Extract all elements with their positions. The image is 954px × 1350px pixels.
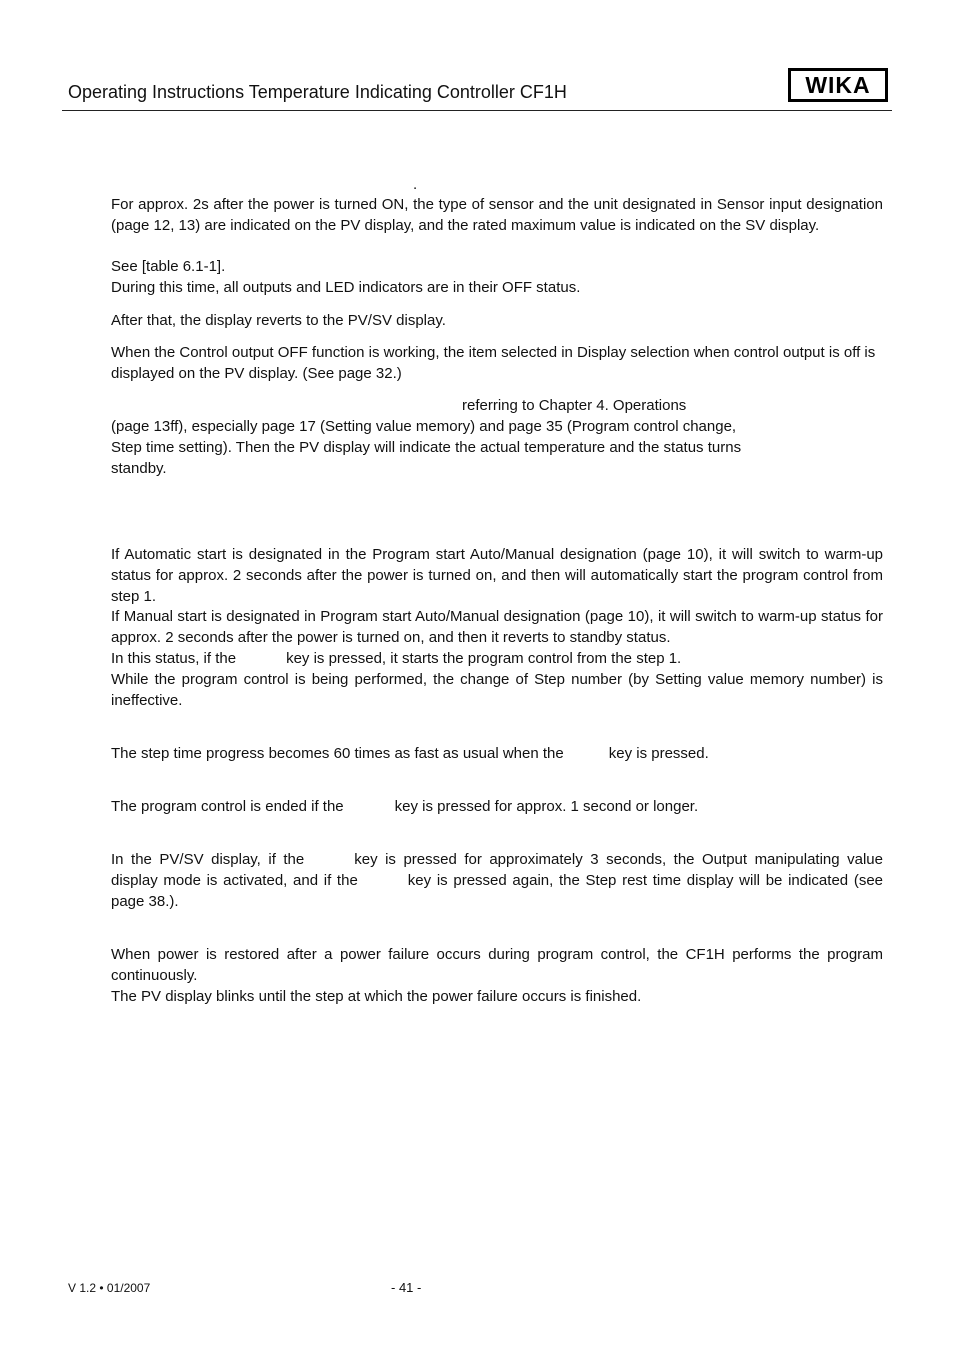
document-title: Operating Instructions Temperature Indicating Controller CF1H (68, 82, 567, 102)
paragraph-pv-blinks: The PV display blinks until the step at which the power failure occurs is finished. (111, 988, 642, 1005)
paragraph-automatic-start: If Automatic start is designated in the Program start Auto/Manual designation (page 10), it will switch to warm-up status for approx. 2 seconds after the power is turned on, and then will automatically start the program control from step 1. (111, 546, 883, 605)
text-segment: In the PV/SV display, if the (111, 851, 305, 868)
paragraph-program-end (111, 797, 883, 818)
paragraph-outputs-off: During this time, all outputs and LED indicators are in their OFF status. (111, 279, 581, 296)
text-segment: The program control is ended if the (111, 798, 344, 815)
paragraph-start-key (111, 649, 883, 670)
text-segment: key is pressed again, the Step rest time display will be indicated (see page 38.). (111, 871, 883, 910)
stray-dot: . (413, 176, 418, 193)
paragraph-operations-ref: (page 13ff), especially page 17 (Setting value memory) and page 35 (Program control change, Step time setting). Then the PV display will indicate the actual temperature and the status turns standby. (111, 418, 742, 477)
page-header (62, 66, 892, 111)
logo-text: WIKA (805, 71, 871, 98)
paragraph-power-on: For approx. 2s after the power is turned ON, the type of sensor and the unit designated in Sensor input designation (page 12, 13) are indicated on the PV display, and the rated maximum value is indicated on the SV display. (111, 196, 883, 234)
text-segment: key is pressed for approx. 1 second or longer. (394, 798, 699, 815)
wika-logo (788, 68, 888, 102)
paragraph-power-failure: When power is restored after a power failure occurs during program control, the CF1H performs the program continuously. (111, 946, 883, 984)
paragraph-display-reverts: After that, the display reverts to the PV/SV display. (111, 312, 446, 329)
paragraph-manual-start: If Manual start is designated in Program start Auto/Manual designation (page 10), it will switch to warm-up status for approx. 2 seconds after the power is turned on, and then it reverts to standby status. (111, 608, 883, 646)
text-segment: key is pressed, it starts the program control from the step 1. (286, 650, 682, 667)
text-segment: key is pressed. (608, 745, 709, 762)
paragraph-control-output-off: When the Control output OFF function is working, the item selected in Display selection when control output is off is displayed on the PV display. (See page 32.) (111, 344, 876, 382)
paragraph-table-ref: See [table 6.1-1]. (111, 258, 226, 275)
footer-page-number: - 41 - (391, 1280, 422, 1295)
text-segment: In this status, if the (111, 650, 237, 667)
text-segment: key is pressed for approximately 3 seconds, the Output manipulating value display mode is activated, and if the (111, 851, 883, 889)
paragraph-fast-progress (111, 744, 883, 765)
text-segment: The step time progress becomes 60 times as fast as usual when the (111, 745, 564, 762)
footer-version: V 1.2 • 01/2007 (68, 1281, 151, 1295)
paragraph-step-change-ineffective: While the program control is being performed, the change of Step number (by Setting value memory number) is ineffective. (111, 671, 883, 709)
paragraph-operations-ref-line1: referring to Chapter 4. Operations (462, 397, 687, 414)
paragraph-output-display-mode (111, 850, 883, 912)
